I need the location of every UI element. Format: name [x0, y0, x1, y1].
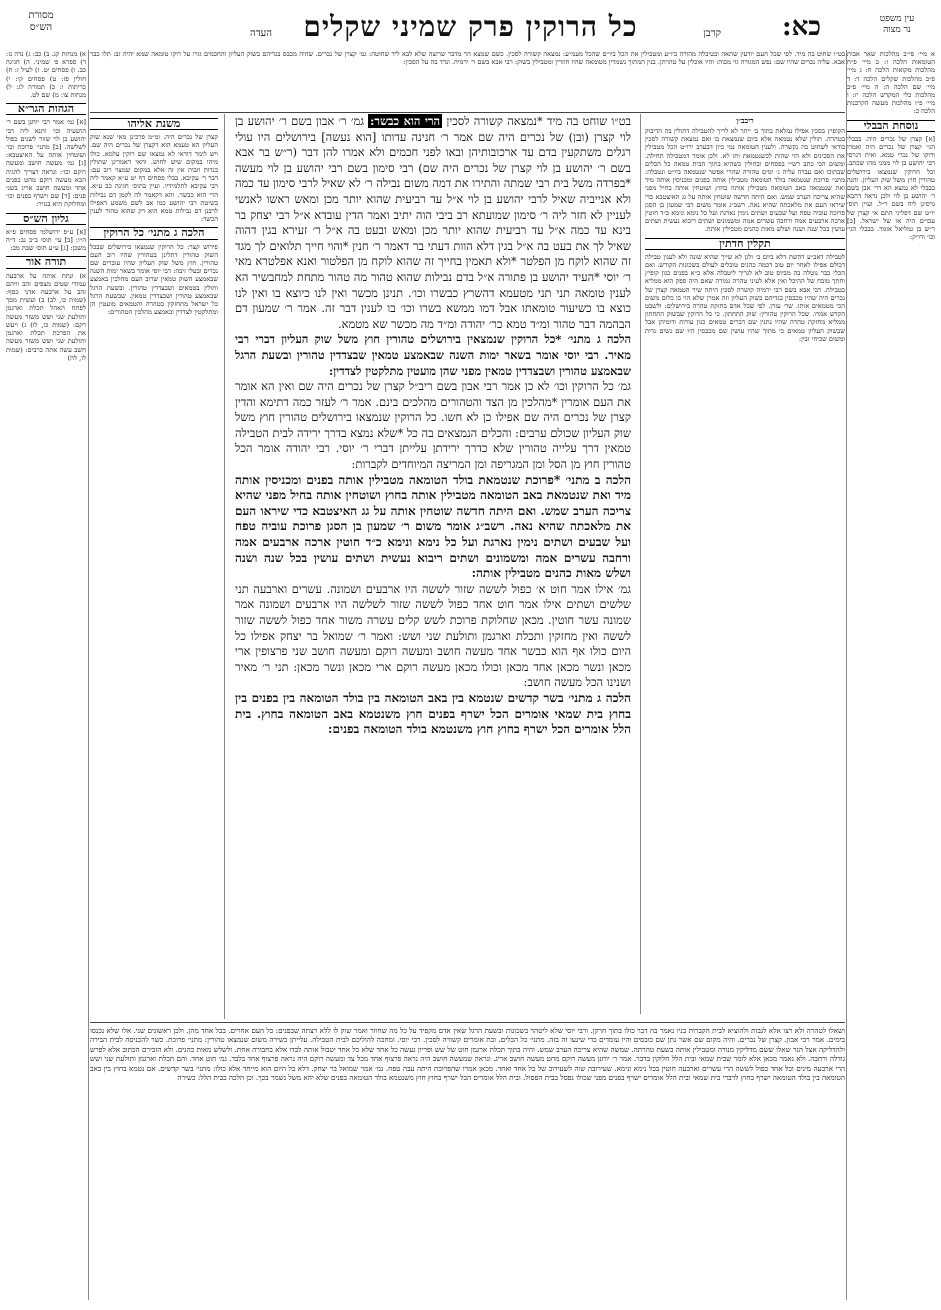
nuschat-text: [א] קצרן של נכרים היה. בבבלי הגי׳ קצרן של נכרים היה ואמרו ורוקו של נכרי טמא. ואית דגרסי רבי יהושע בן לוי ממני מהו שכתב. וכל הרוקין שנמצאו בירושלים טהורין חוץ משל שוק העליון. והנה בבבלי לא נמצא הא דר׳ אבן בשם ר׳ יהושע בן לוי ולכן נראה דהכא גרסינן ליה בשם ר״ל. ועיין תוס׳ יו״ט שם דפליגי התם אי קצרן של עכו״ם היה או של ישראל. [ב] ר״ש בן גמליאל אומר. בבבלי הגי׳ וכו׳ ודו״ק:	[847, 134, 935, 242]
korban-label: קרבן	[703, 28, 721, 39]
main-gemara-1: גמ׳ ר׳ אבון בשם ר׳ יהושע בן לוי קצרן (ובן) של נכרים היה שם אמר ר׳ חנינה עדותו [הוא נעשה] בירושלים היו עולי רגלים משתקעין בדם עד ארכובותיהן ובאו לפני חכמים ולא אמרו להן דבר (ר״ש בר אבא בשם ר׳ יהושע בן לוי קצרן של נכרים היה שם) רבי סימון בשם רבי יהושע בן לוי מעשה *בפרדה משל בית רבי שמתה והתירו את דמה משום נבילה ר׳ לא שאיל לרבי סימון עד כמה ולא אנייביה שאיל לרבי יהושע בן לוי א״ל עד רביעית שהוא יותר מכן ומאש ראשו לאנשי לעניין לא חזר ליה ר׳ סימון שמועתא רב ביבי הוה יתיב ואמר הדין עובדא א״ל רבי יצחק בר בינא עד כמה א״ל עד רביעית שהוא יותר מכן ומאש ובעט בה א״ל ר׳ זעירא בגין דהוה שאיל לך את בעט בה א״ל בגין דלא הוות דעתי בר דאמר ר׳ חנין *והוי חייך תלואים לך מגד זה שהוא לוקח מן הפלטר *ולא תאמין בחייך זה שהוא לוקח מן הפלטור ואנא אפלטרא מאי ר׳ יוסי *העיד יהושע בן פתורה א״ל בדם נבילות שהוא טהור מה טהור מתחת למחבשיר הא לענין טומאה תני תני מטעמא דהשרץ כבשרו וכו׳. תנינן מכשר ואין לנו כיוצא בו ואין לנו כוצא בו כשיעור טומאתו אבל דמו ממשא בשרו וכו׳ בו לענין דבר זה. אמר ר׳ שמעון דם הבהמה דבר טהור ומ״ד טמא כר׳ יהודה ומ״ד מה מכשר שא מטמא.	[235, 114, 631, 331]
nuschat-heading: נוסחת הבבלי	[847, 120, 935, 132]
left-margin-column	[6, 50, 86, 1100]
commentary-text-2: לטבילה דאב״ע דהשת דלא ביום ב׳ ולגן לא שייך שהיא שונה ולא לענין טבילה דכולם אפילו לאחר יום טוב דכמה כהנים טובלים לעולם בשכונות הקודש. ואם הכלי כבר נוטלה בה מביוס טוב לא לגריך ליטבלה אלא כ״א בפנים כגון קופיץ וחתך מובח של ההיכל ואין אלא לעיני טהרה גמורה שאם היה ספק הוא ממליא בטבילה. רבי אבא בשם רבי ירמיה קושרה לסכין היתה שיר הטמאה קצרן של נכרים היה שהיו מכבסין בגדיהם בשוק העליון וזה אמרן שלא הוי בו כלום משום הכי מטמאים אותו. שר׳ עזרן. לפי שכל אדם בחזקת טהרה בירושלים: ולשבט הקדש אמרו. שכל הרוקין טהורין: שוק התחתון. כי כל הרוקין שבשוק התחתון ממליא מחזקת טהרה שהיו נתנין שם דברים טמאים כגון עורות ודומיהן אבל שבשוק העליון טמאים כי מתוך שהיו עושין שם מכבסין היו שם נשים נדות ומשום שכיחי זבין:	[645, 252, 845, 343]
commentary-heading: ריבב״ן	[736, 116, 754, 125]
main-halacha-g: הלכה ג מתני׳ בשר קדשים שנטמא בין באב הטומאה בין בולד הטומאה בין בפנים בין בחוץ בית שמאי אומרים הכל ישרף בפנים חוץ משנטמא באב הטומאה בחוץ. בית הלל אומרים הכל ישרף בחוץ חוץ משנטמא בולד הטומאה בפנים:	[235, 690, 631, 737]
hagaha-label: העדה	[250, 28, 272, 39]
main-lead: בט״ו שוחט בה מיד *נמצאה קשורה לסכין	[446, 114, 631, 128]
main-lead-highlight: הרי הוא כבשר:	[370, 114, 441, 128]
gilyon-heading: גליון הש״ס	[6, 213, 86, 225]
gilyon-text: [א] ע״פ ירושלמי פסחים פ״א ה״ו: [ב] עי׳ תוס׳ ב״ב נב: ד״ה משכן: [ג] ע״ע תוס׳ שבת מב:	[6, 227, 86, 253]
torah-or-heading: תורה אור	[6, 256, 86, 268]
top-commentary-text: בט״ו שחוט בה מיד. לפי שכל העם יודעין שתאה ובטיבלה מהורה ביו״ע ומטבילין את הכל ביו״ם שהכל מעמ״ע: נמצאה קשורה לסכין. כשם שמצא הר מדבר שרוצה שלא לבא ליד שחוטה: גמ׳ קצרן של נכרים. שהיה מכבס בגדיהם בשוק העליון והחכמים גזרו על רוקו טומאה שמא יהיה זב: תלו כבר אבא. עליה נכרים שהיו שם: נפש המגורה גוי מכוה: והיו אוכלין על טהרתן. בנין המתוך נשמרין מטומאה שהיו חוזרין ומטבילין בשוק: רבי אבא בשם ר׳ ירמיה. ונדד בה על הסכין:	[90, 50, 845, 67]
column-divider	[846, 50, 847, 1300]
main-halacha-b: הלכה ב מתני׳ *פרוכת שנטמאת בולד הטומאה מטבילין אותה בפנים ומכניסין אותה מיד ואת שנטמאת באב הטומאה מטבילין אותה בחוץ ושוטחין אותה בחיל מפני שהיא צריכה הערב שמש. ואם היתה חדשה שוטחין אותה על גג האיצטבא כדי שיראו העם את מלאכתה שהיא נאה. רשב״ג אומר משום ר׳ שמעון בן הסגן פרוכת עוביה טפח ועל שבעים ושתים נימין נארגת ועל כל נימא ונימא כ״ד חוטין ארכה ארבעים אמה ורחבה עשרים אמה ומשמונים ושתים ריבוא נעשית ושתים עושין בכל שנה ושנה ושלש מאות כהנים מטבילין אותה:	[235, 472, 631, 581]
page-header	[0, 6, 941, 52]
ein-mishpat-text: א מיי׳ פי״ב מהלכות שאר אבות הטומאות הלכה ז: ב מיי׳ פ״ח מהלכות מקואות הלכה ח: ג מיי׳ פ״ב מהלכות שקלים הלכה ד: ד מיי׳ שם הלכה ה: ה מיי׳ פ״ב מהלכות כלי המקדש הלכה יז: ו מיי׳ פ״ו מהלכות מעשה הקרבנות הלכה כ:	[847, 50, 935, 116]
main-gemara-b: גמ׳ אילו אמר חוט א׳ כפול לששה שזור לששה היו ארבעים ושמונה. עשרים וארבעה תני שלשים ושתים אילו אמר חוט אחד כפול לששה שזור לשלשה היו ארבעים ושמונה אמר שמונה עשר חוטין. מכאן שחלוקת פרוכת לשש קלים עשרה משור אחד כפול לששה שזור לששה ואין מחזקין ותכלת וארגמן ותולעת שני ושש: ואמר ר׳ שמואל בר יצחק אפילו כל היום כולו אף הוא כבשר אחד מעשה חושב ומעשה רוקם ומעשה חושב שני פרצופין ארי מכאן ונשר מכאן אחד מכאן וכולו מכאן מעשה רוקם ארי מכאן ונשר מכאן: תני ר׳ מאיר ושנינו הכל מעשה חושב:	[235, 581, 631, 690]
right-margin-column	[847, 50, 935, 930]
pirush-text: פירוש קצר: כל הרוקין שנמצאו בירושלים שבכל השוק טהורין דתלינן בטהורין שהיו רוב העם טהורין. חוץ משל שוק העליון שהיו עוברים שם נכרים ובעלי זיבה: רבי יוסי אומר בשאר ימות השנה שבאמצע השוק טמאין שרוב העם מהלכין באמצע ותולין בטמאים ושבצדדין טהורין. ובשעת הרגל שבאמצע טהורין ושבצדדין טמאין. שבשעת הרגל כל ישראל מתחזקין בטהרה והטמאים מועטין הן ומתלקטין לצדדין ובאמצע מהלכין הטהורים:	[90, 242, 218, 317]
column-divider	[88, 50, 89, 1300]
bottom-commentary-text: ושאלו לטהרה ולא רצו אלא לגבות ולהוציא לבית הקברות בניו נאמר בה דבר כולו בתוך חרקן. ורבי יוסי שלא ליטהר בשכונות ובשעת הרגל שאין אדם מקפיד על כל מה שחוזר ואמר שוק לו ללא רצתה שבפנים: כל העם אחרים. בכל אחד מהן. ולכן ראשונים שני. אלו שלא נכנסו בימים. אמר רבי אבון. קצרן של נכרים. והיה מקום שם אשר נתן שם כובסים והיו עומדים כדי שיגעו זה בזה. מתני׳ כל הכלים. ובת אומרים קשורה לסכין. רבי יוסי. ומחכה להוליכם לבית הטבילה. עלייתן כשירה משום שנמצאו טהורין: מתני׳ פרוכת. כשר להכניסה לבית הבירה ולהדליקה אצל הנר שאלו ששם מדליקין מנורה ומטבילין אותה בשעת טהרתה. שמשה שהיא צריכה הערב שמש. והיה בתוך תכלת ארגמן חוט של שש ופריון נעשה כל אחד שלא כל אחד יטבול אותה לבדו אלא בחבורה אחת. ולשלש מאות כהנים. ולא הזכירם הכתוב אלא לפרש גודלה ורחבה. ולא נאמר מכאן אלא לומר שבית שמאי ובית הלל חלוקין בדבר. אמר ר׳ יוחנן מעשה רוקם מחט מעשה חושב אריג. ונראה שמעשה חושב היה נראה פרצוף אחד מכל צד ומעשה רוקם היה נראה פרצוף אחד בלבד. גמ׳ חוט אחד. והם תכלת וארגמן ותולעת שני ושש הרי ארבעה מינים וכל אחד כפול לששה הרי עשרים וארבעה חוטין בכל נימא ונימא. שעירובה שוה לשעירוב של כל אחד ואחד. מכאן אמרו שהפרוכת היתה עבה טפח. גמ׳ אמר שמואל בר יצחק. דלא כל היום הוא מייחד אלא כולו: מתני׳ בשר קדשים. אם נטמא בחוץ בין באב הטומאה בין בולד הטומאה ישרף בחוץ לדברי בית שמאי ובית הלל אומרים ישרף בפנים מפני שכולו נפסל בבית הפסול. ובית הלל אומרים הכל ישרף בחוץ חוץ משנטמא בולד הטומאה בפנים שלא יהא משל נשמר בכך. וכן הלכה כבית הלל: כשירה	[90, 1026, 845, 1083]
column-divider	[224, 114, 225, 1019]
page-number: כא:	[782, 12, 821, 42]
bottom-commentary-band	[90, 1022, 845, 1302]
commentary-heading-2: תקלין חדתין	[645, 238, 845, 250]
main-gemara-3: גמ׳ כל הרוקין וכו׳ לא כן אמר רבי אבון בשם ריב״ל קצרן של נכרים היה שם ואין הא אומר את העם אומרין *מהלכין מן הצד והטהורים מהלכים בינם. אמר ר׳ לעזר כמה דתימא והדין קצרן של נכרים היה שם אפילו כן לא חשו. כל הרוקין שנמצאו בירושלים טהורין חוץ משל שוק העליון שכולם ערבים: והכלים הנמצאים בה כל *שלא נמצא בדרך ירידה לבית הטבילה טמאין דרך עלייה טהורין שלא כדרך ירידתן עלייתן דברי ר׳ יוסי. רבי יהודה אומר הכל טהורין חוץ מן הסל ומן המגריפה ומן המריצה המיוחדים לקברות:	[235, 379, 631, 472]
column-divider	[640, 114, 641, 1014]
inner-right-commentary	[645, 114, 845, 1119]
torah-or-text: א) ונתת אותה על ארבעה עמודי שטים מצפים זהב וויהם זהב על ארבעה אדני כסף: (שמות כו, לב) ב) ועשית מסך לפתח האהל תכלת וארגמן ותולעת שני ושש משזר מעשה רקם: (שמות כו, לו) ג) ויעש את הפרכת תכלת וארגמן ותולעת שני ושש משזר מעשה חשב עשה אתה כרבים: (שמות לו, לה)	[6, 271, 86, 362]
main-text-column	[235, 114, 631, 1019]
hagahot-heading: הגהות הגר״א	[6, 103, 86, 115]
hagahot-text: [א] גמ׳ אמר רבי יוחנן בשם ר׳ הושעיה וכו׳ ותנא ליה רבי יהושע בן לוי שזור לשנים כפול לשלשה. [ב] מתני׳ פרוכת וכו׳ ושוטחין אותה על האיצטבא: [ג] גמ׳ מעשה חושב ומעשה רוקם וכו׳: ונראה דצריך להגיה הכא מעשה רוקם מחט בפנים אחד ומעשה חושב אריג בשני פנים: [ד] שם וישרף בפנים וכו׳ ומחלוקת היא בנזיר:	[6, 118, 86, 209]
halacha-box-heading: הלכה ג מתני׳ כל הרוקין	[90, 227, 218, 239]
mishnat-eliyahu-text: קצרן של נכרים היה. ומ״מ פרכינן מאי שנא שוק העליון הא טעמא הוא דקצרן של נכרים היה שם. ויש לומר דודאי לא נמצאו שם רוקין עלמא. כולו מיהו במקום שיש לחוש. והאי דאמרינן שתולין בנדות וזבות אין זה אלא במקום שמצוי רוב עם: דבר ר׳ עקיבא. בבלי פסחים דף יט ע״א קאמר ליה רבי עקיבא לתלמידיו. ועיין בתוס׳ חגיגה כב ע״א. הרי הוא כבשר. והא דקאמר לה לקמן דם נבילות בשיטת רבי יהושע כמו אב לשם משמע דאפילו לרבנן דם נבילות טמא הוא רק שהוא טהור לענין הכשר:	[90, 133, 218, 224]
ein-mishpat-label: עין משפט נר מצוה	[879, 14, 915, 35]
mesoret-text: א) מנחות קג. ב) כב: ג) נדה נז: ד) ספרא פ׳ שמיני. ה) חגיגה כב. ו) פסחים יט. ז) לעיל ז: ח) חולין פז: ט) פסחים קי: י) כריתות ו: כ) תמורה לג: ל) מנחות צו: מ) שם לט.	[6, 50, 86, 100]
commentary-text: הקופיץ בסכין אפילו נמלאת בתוך ב׳ ייתר לא לריך להטבילה דתולין בה הדיבוק בטהרה. תולין שלא נטמאה אלא ביום שנמצאת בו ואם נמצאת קשורה לסכין בודאי לשחוט בה נקשרה. ולענין הטומאה נמי כיון דבערב ירו״ט הכל מטבילין את הסכינים ולא הוי שהות לכשנטמאת ותו לא. ולכן אומר דמטבילה תחילה. ומשום הכי כתב רש״י בפסחים ובחולין כשהיא בתוך הבית טמאה כל הכלים שבתוכו ואם עברה עליה ג׳ ימים טהורה שהרי אפשר שנטמאה ביו״ט ונטבלה: מתני׳ פרוכת שנטמאה בולד הטומאה מטבילין אותה בפנים ומכניסין אותה מיד ואת שנטמאה באב הטומאה מטבילין אותה בחוץ ושוטחין אותה בחיל מפני שהיא צריכה הערב שמש. ואם היתה חדשה שוטחין אותה על גג האיצטבא כדי שיראו העם את מלאכתה שהיא נאה. רשב״ג אומר משום רבי שמעון בן הסגן פרוכת עוביה טפח ועל שבעים ושתים נימין נארגת ועל כל נימא ונימא כ״ד חוטין ארכה ארבעים אמה ורחבה עשרים אמה ומשמונים ושתים ריבוא נעשית ושתים עושין בכל שנה ושנה ושלש מאות כהנים מטבילין אותה.	[645, 127, 845, 234]
mesoret-label: מסורת הש״ס	[28, 10, 54, 33]
mishnat-eliyahu-heading: משנת אליהו	[90, 118, 218, 130]
main-mishnah-3: הלכה ג מתני׳ *כל הרוקין שנמצאין בירושלים טהורין חוץ משל שוק העליון דברי רבי מאיר. רבי יוסי אומר בשאר ימות השנה שבאמצע טמאין שבצדדין טהורין ובשעת הרגל שבאמצע טהורין ושבצדדין טמאין מפני שהן מועטין מתלקטין לצדדין:	[235, 332, 631, 378]
top-commentary-band	[90, 50, 845, 113]
page-title: כל הרוקין פרק שמיני שקלים	[303, 10, 638, 43]
